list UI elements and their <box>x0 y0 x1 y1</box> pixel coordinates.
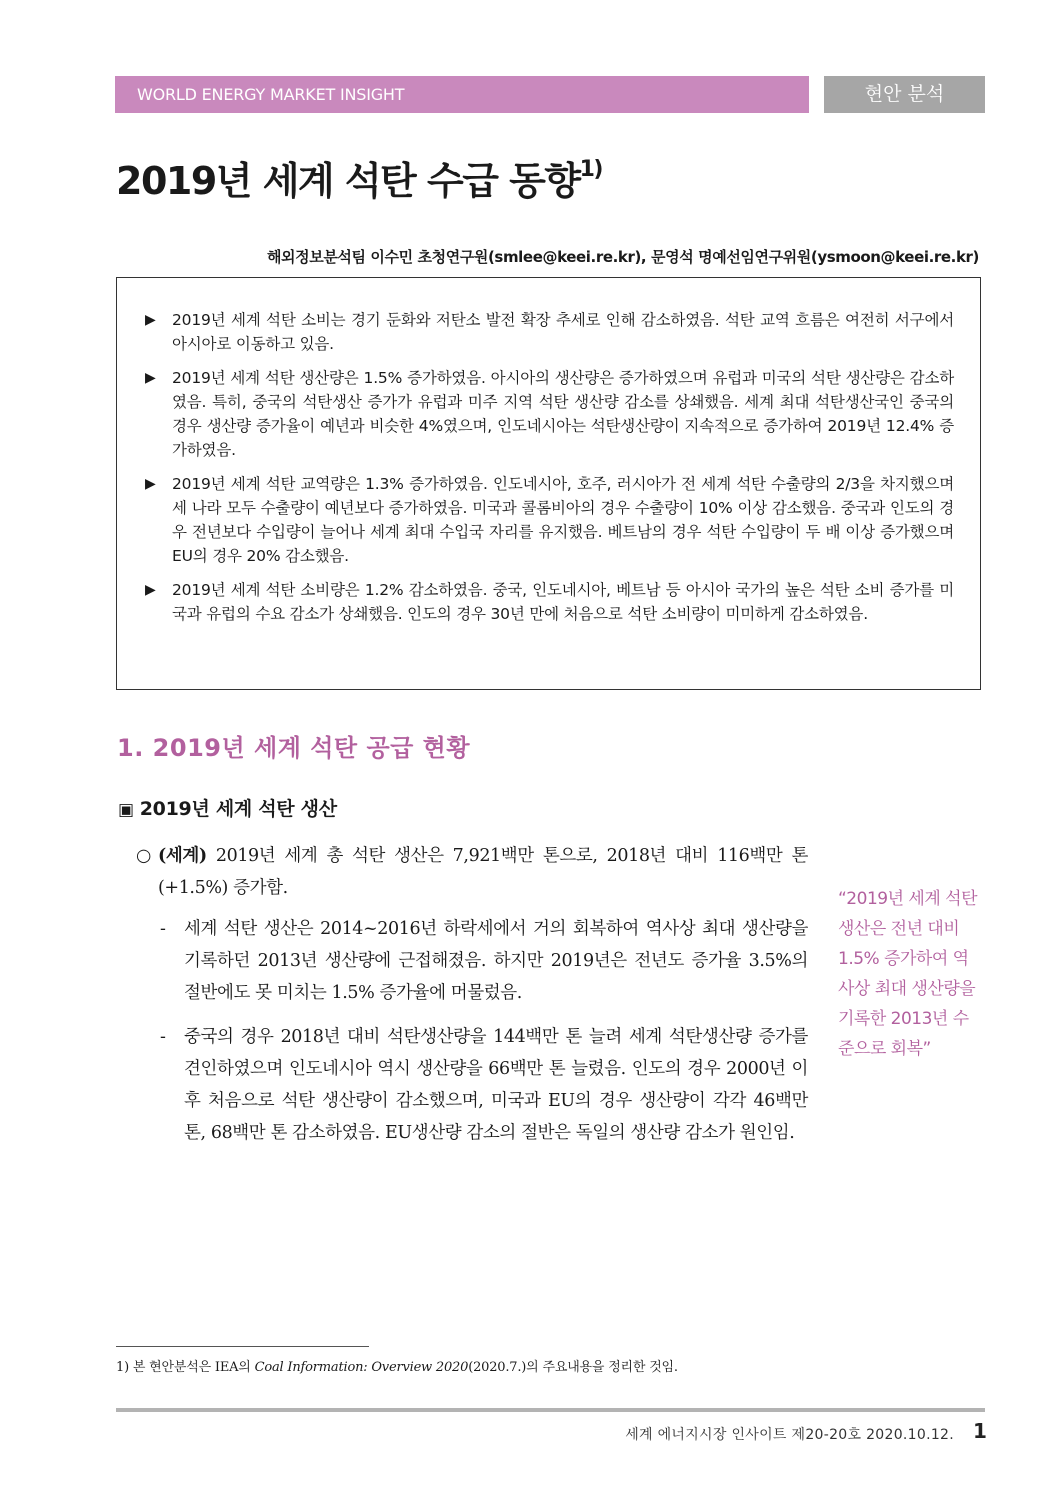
summary-item <box>145 472 954 568</box>
footnote-mark: 1) <box>116 1360 129 1375</box>
summary-list <box>117 278 980 626</box>
paragraph-text: 2019년 세계 총 석탄 생산은 7,921백만 톤으로, 2018년 대비 116백만 톤 (+1.5%) 증가함. <box>158 846 808 898</box>
section-tag <box>824 76 985 113</box>
footnote-text-after: (2020.7.)의 주요내용을 정리한 것임. <box>468 1360 678 1375</box>
square-bullet-icon: ▣ <box>118 800 134 820</box>
summary-box <box>116 277 981 690</box>
triangle-bullet-icon: ▶ <box>145 370 156 386</box>
footnote-divider <box>116 1346 369 1347</box>
article-authors: 해외정보분석팀 이수민 초청연구원(smlee@keei.re.kr), 문영석 명예선임연구위원(ysmoon@keei.re.kr) <box>266 248 979 266</box>
dash-paragraph-text: 중국의 경우 2018년 대비 석탄생산량을 144백만 톤 늘려 세계 석탄생산량 증가를 견인하였으며 인도네시아 역시 생산량을 66백만 톤 늘렸음. 인도의 경우 2000년 이후 처음으로 석탄 생산량이 감소했으며, 미국과 EU의 경우 생산량이 각각 46백만 톤, 68백만 톤 감소하였음. EU생산량 감소의 절반은 독일의 생산량 감소가 원인임. <box>184 1027 808 1143</box>
footer-divider <box>116 1408 985 1412</box>
dash-paragraph-text: 세계 석탄 생산은 2014~2016년 하락세에서 거의 회복하여 역사상 최대 생산량을 기록하던 2013년 생산량에 근접해졌음. 하지만 2019년은 전년도 증가율 3.5%의 절반에도 못 미치는 1.5% 증가율에 머물렀음. <box>184 919 808 1003</box>
summary-item <box>145 578 954 626</box>
summary-item <box>145 366 954 462</box>
article-title <box>116 150 602 205</box>
summary-item-text: 2019년 세계 석탄 소비는 경기 둔화와 저탄소 발전 확장 추세로 인해 감소하였음. 석탄 교역 흐름은 여전히 서구에서 아시아로 이동하고 있음. <box>172 311 954 353</box>
footnote <box>116 1356 678 1375</box>
main-paragraph <box>136 840 808 904</box>
dash-bullet-icon: - <box>160 919 166 939</box>
paragraph-lead: (세계) <box>158 846 207 866</box>
summary-item-text: 2019년 세계 석탄 소비량은 1.2% 감소하였음. 중국, 인도네시아, 베트남 등 아시아 국가의 높은 석탄 소비 증가를 미국과 유럽의 수요 감소가 상쇄했음. 인도의 경우 30년 만에 처음으로 석탄 소비량이 미미하게 감소하였음. <box>172 581 954 623</box>
subsection-heading-text: 2019년 세계 석탄 생산 <box>139 798 337 820</box>
section-heading: 1. 2019년 세계 석탄 공급 현황 <box>117 734 471 762</box>
dash-bullet-icon: - <box>160 1027 166 1047</box>
summary-item-text: 2019년 세계 석탄 생산량은 1.5% 증가하였음. 아시아의 생산량은 증가하였으며 유럽과 미국의 석탄 생산량은 감소하였음. 특히, 중국의 석탄생산 증가가 유럽과 미주 지역 석탄 생산량 감소를 상쇄했음. 세계 최대 석탄생산국인 중국의 경우 생산량 증가율이 예년과 비슷한 4%였으며, 인도네시아는 석탄생산량이 지속적으로 증가하여 2019년 12.4% 증가하였음. <box>172 369 954 459</box>
series-title: WORLD ENERGY MARKET INSIGHT <box>137 85 405 104</box>
footer-publication: 세계 에너지시장 인사이트 제20-20호 2020.10.12. <box>625 1427 954 1443</box>
article-title-text: 2019년 세계 석탄 수급 동향 <box>116 159 580 203</box>
triangle-bullet-icon: ▶ <box>145 312 156 328</box>
footnote-source-title: Coal Information: Overview 2020 <box>254 1360 469 1375</box>
pull-quote: “2019년 세계 석탄 생산은 전년 대비 1.5% 증가하여 역사상 최대 생산량을 기록한 2013년 수준으로 회복” <box>838 889 977 1059</box>
dash-paragraph-1 <box>160 913 808 1009</box>
title-footnote-ref[interactable]: 1) <box>579 157 602 183</box>
triangle-bullet-icon: ▶ <box>145 476 156 492</box>
circle-bullet-icon: ○ <box>136 846 151 866</box>
section-tag-label: 현안 분석 <box>864 83 945 105</box>
summary-item <box>145 308 954 356</box>
triangle-bullet-icon: ▶ <box>145 582 156 598</box>
series-header-bar <box>115 76 809 113</box>
page-number: 1 <box>973 1419 987 1443</box>
subsection-heading <box>118 794 337 821</box>
summary-item-text: 2019년 세계 석탄 교역량은 1.3% 증가하였음. 인도네시아, 호주, 러시아가 전 세계 석탄 수출량의 2/3을 차지했으며 세 나라 모두 수출량이 예년보다 증가하였음. 미국과 콜롬비아의 경우 수출량이 10% 이상 감소했음. 중국과 인도의 경우 전년보다 수입량이 늘어나 세계 최대 수입국 자리를 유지했음. 베트남의 경우 석탄 수입량이 두 배 이상 증가했으며 EU의 경우 20% 감소했음. <box>172 475 954 565</box>
footnote-text: 본 현안분석은 IEA의 <box>128 1360 255 1375</box>
dash-paragraph-2 <box>160 1021 808 1149</box>
